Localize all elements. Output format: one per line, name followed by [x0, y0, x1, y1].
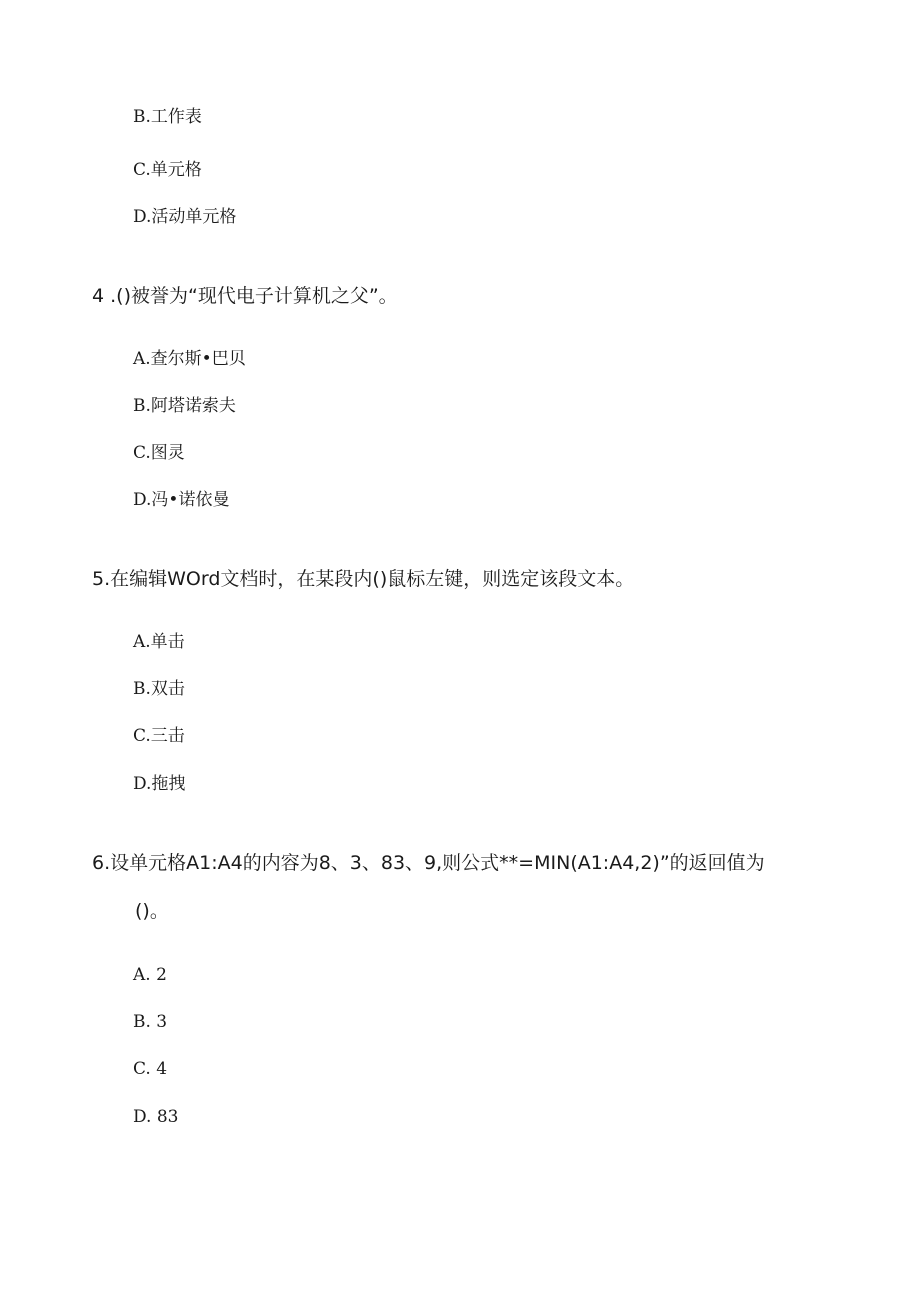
q5-option-a: A.单击 — [133, 632, 185, 652]
q6-option-a: A. 2 — [133, 965, 167, 985]
q4-option-b: B.阿塔诺索夫 — [133, 396, 236, 416]
q6-text-line2: ()。 — [135, 900, 169, 922]
q3-option-c: C.单元格 — [133, 160, 202, 180]
q5-option-b: B.双击 — [133, 679, 185, 699]
q4-option-c: C.图灵 — [133, 443, 185, 463]
q4-option-a: A.查尔斯•巴贝 — [133, 349, 246, 369]
q5-text: 5.在编辑WOrd文档时，在某段内()鼠标左键，则选定该段文本。 — [92, 568, 635, 590]
q6-text-line1: 6.设单元格A1:A4的内容为8、3、83、9,则公式**=MIN(A1:A4,2)”的返回值为 — [92, 852, 765, 874]
q6-option-b: B. 3 — [133, 1012, 168, 1032]
q4-text: 4 .()被誉为“现代电子计算机之父”。 — [92, 285, 398, 307]
q5-option-c: C.三击 — [133, 726, 185, 746]
q3-option-b: B.工作表 — [133, 107, 202, 127]
q6-option-d: D. 83 — [133, 1107, 179, 1127]
q3-option-d: D.活动单元格 — [133, 207, 237, 227]
q5-option-d: D.拖拽 — [133, 774, 186, 794]
q6-option-c: C. 4 — [133, 1059, 168, 1079]
q4-option-d: D.冯•诺依曼 — [133, 490, 230, 510]
